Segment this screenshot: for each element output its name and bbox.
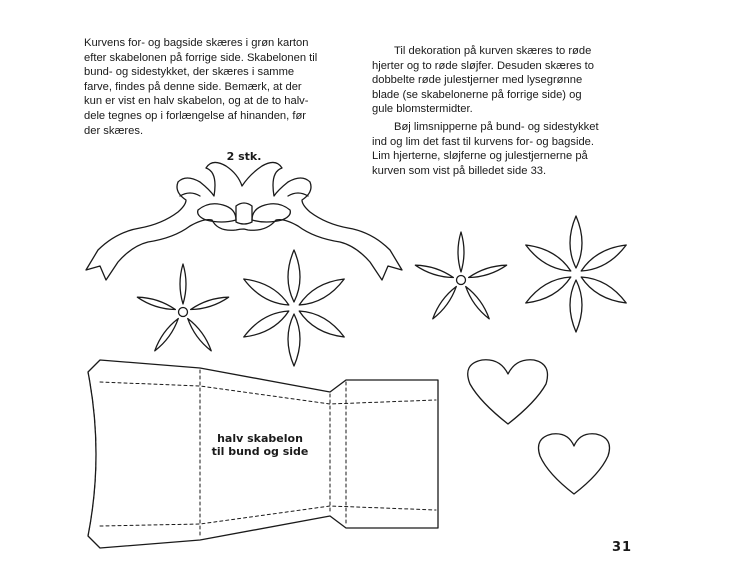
bow-outline xyxy=(86,162,402,280)
poinsettia-small-left xyxy=(136,264,229,353)
bow-left-loop xyxy=(198,204,236,222)
bow-knot xyxy=(236,203,252,224)
assembly-paragraph: Bøj limsnipperne på bund- og sidestykket ind og lim det fast til kurvens for- og bagside. Lim hjerterne, sløjferne og julestjernerne på kurven som vist på billedet side 33. xyxy=(372,120,599,177)
decoration-paragraph: Til dekoration på kurven skæres to røde hjerter og to røde sløjfer. Desuden skæres to dobbelte røde julestjerner med lysegrønne blade (se skabelonerne på forrige side) og gule blomstermidter. xyxy=(372,45,594,116)
bow-quantity-label: 2 stk. xyxy=(226,150,262,163)
poinsettia-small-right xyxy=(414,232,507,321)
page-number: 31 xyxy=(612,540,633,555)
bow-right-loop xyxy=(252,204,290,222)
bow-template xyxy=(86,162,402,280)
heart-template-top xyxy=(468,360,548,424)
template-fold-line-left xyxy=(88,372,96,536)
poinsettia-large-left xyxy=(241,250,347,366)
instructions-left-text: Kurvens for- og bagside skæres i grøn karton efter skabelonen på forrige side. Skabelonen til bund- og sidestykket, der skæres i samme farve, findes på denne side. Bemærk, at der kun er vist en halv skabelon, og at de to halv- dele tegnes op i forlængelse af hinanden, før der skæres. xyxy=(84,37,318,137)
template-fold-line-bottom xyxy=(100,506,436,526)
poinsettia-large-right xyxy=(523,216,629,332)
template-fold-line-top xyxy=(100,382,436,404)
heart-template-bottom xyxy=(539,434,610,494)
bow-fold-lines xyxy=(180,193,308,196)
basket-template-label: halv skabelon til bund og side xyxy=(211,432,309,458)
